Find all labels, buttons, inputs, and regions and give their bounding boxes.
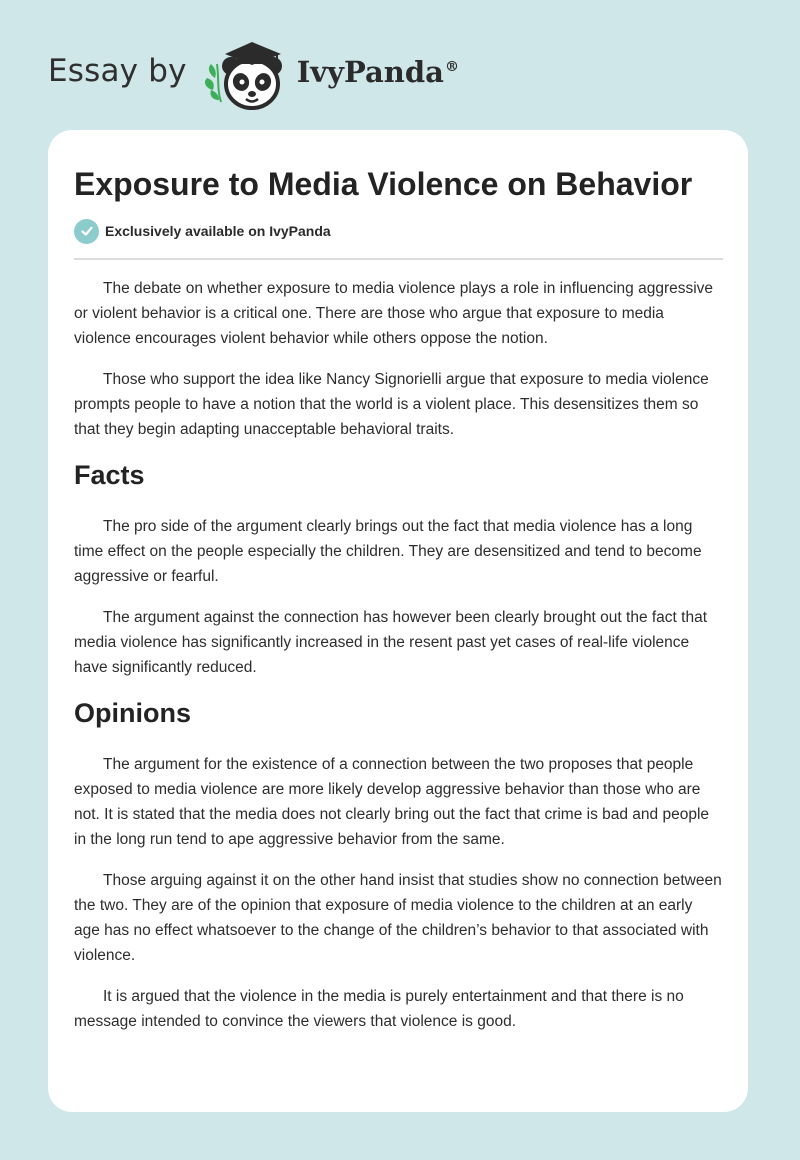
exclusive-badge-label: Exclusively available on IvyPanda [105,223,331,239]
facts-paragraph: The pro side of the argument clearly brings out the fact that media violence has a long time effect on the people especially the children. They are desensitized and tend to become aggressive or fearful. [74,518,702,585]
brand-name: IvyPanda® [296,55,459,89]
facts-paragraph: The argument against the connection has however been clearly brought out the fact that media violence has significantly increased in the resent past yet cases of real-life violence have significantly reduced. [74,609,708,676]
essay-body [74,276,722,1034]
essay-card [48,130,748,1112]
check-circle-icon [74,219,99,244]
opinions-paragraph: It is argued that the violence in the media is purely entertainment and that there is no message intended to convince the viewers that violence is good. [74,988,684,1030]
title-divider [74,258,723,260]
essay-by-label: Essay by [48,53,187,89]
section-heading-facts: Facts [74,460,145,490]
opinions-paragraph: Those arguing against it on the other hand insist that studies show no connection between the two. They are of the opinion that exposure of media violence to the children at an early age has no effect whatsoever to the change of the children’s behavior to that associated with violence. [74,872,722,964]
opinions-paragraph: The argument for the existence of a connection between the two proposes that people exposed to media violence are more likely develop aggressive behavior than those who are not. It is stated that the media does not clearly bring out the fact that crime is bad and people in the long run tend to ape aggressive behavior from the same. [74,756,710,848]
section-heading-opinions: Opinions [74,698,191,728]
panda-logo-icon [201,34,293,114]
essay-title: Exposure to Media Violence on Behavior [74,166,693,202]
site-header [48,34,459,114]
intro-paragraph: The debate on whether exposure to media violence plays a role in influencing aggressive or violent behavior is a critical one. There are those who argue that exposure to media violence encourages violent behavior while others oppose the notion. [74,280,714,347]
exclusive-badge [74,218,722,244]
intro-paragraph: Those who support the idea like Nancy Signorielli argue that exposure to media violence prompts people to have a notion that the world is a violent place. This desensitizes them so that they begin adapting unacceptable behavioral traits. [74,371,709,438]
registered-mark: ® [444,59,459,76]
